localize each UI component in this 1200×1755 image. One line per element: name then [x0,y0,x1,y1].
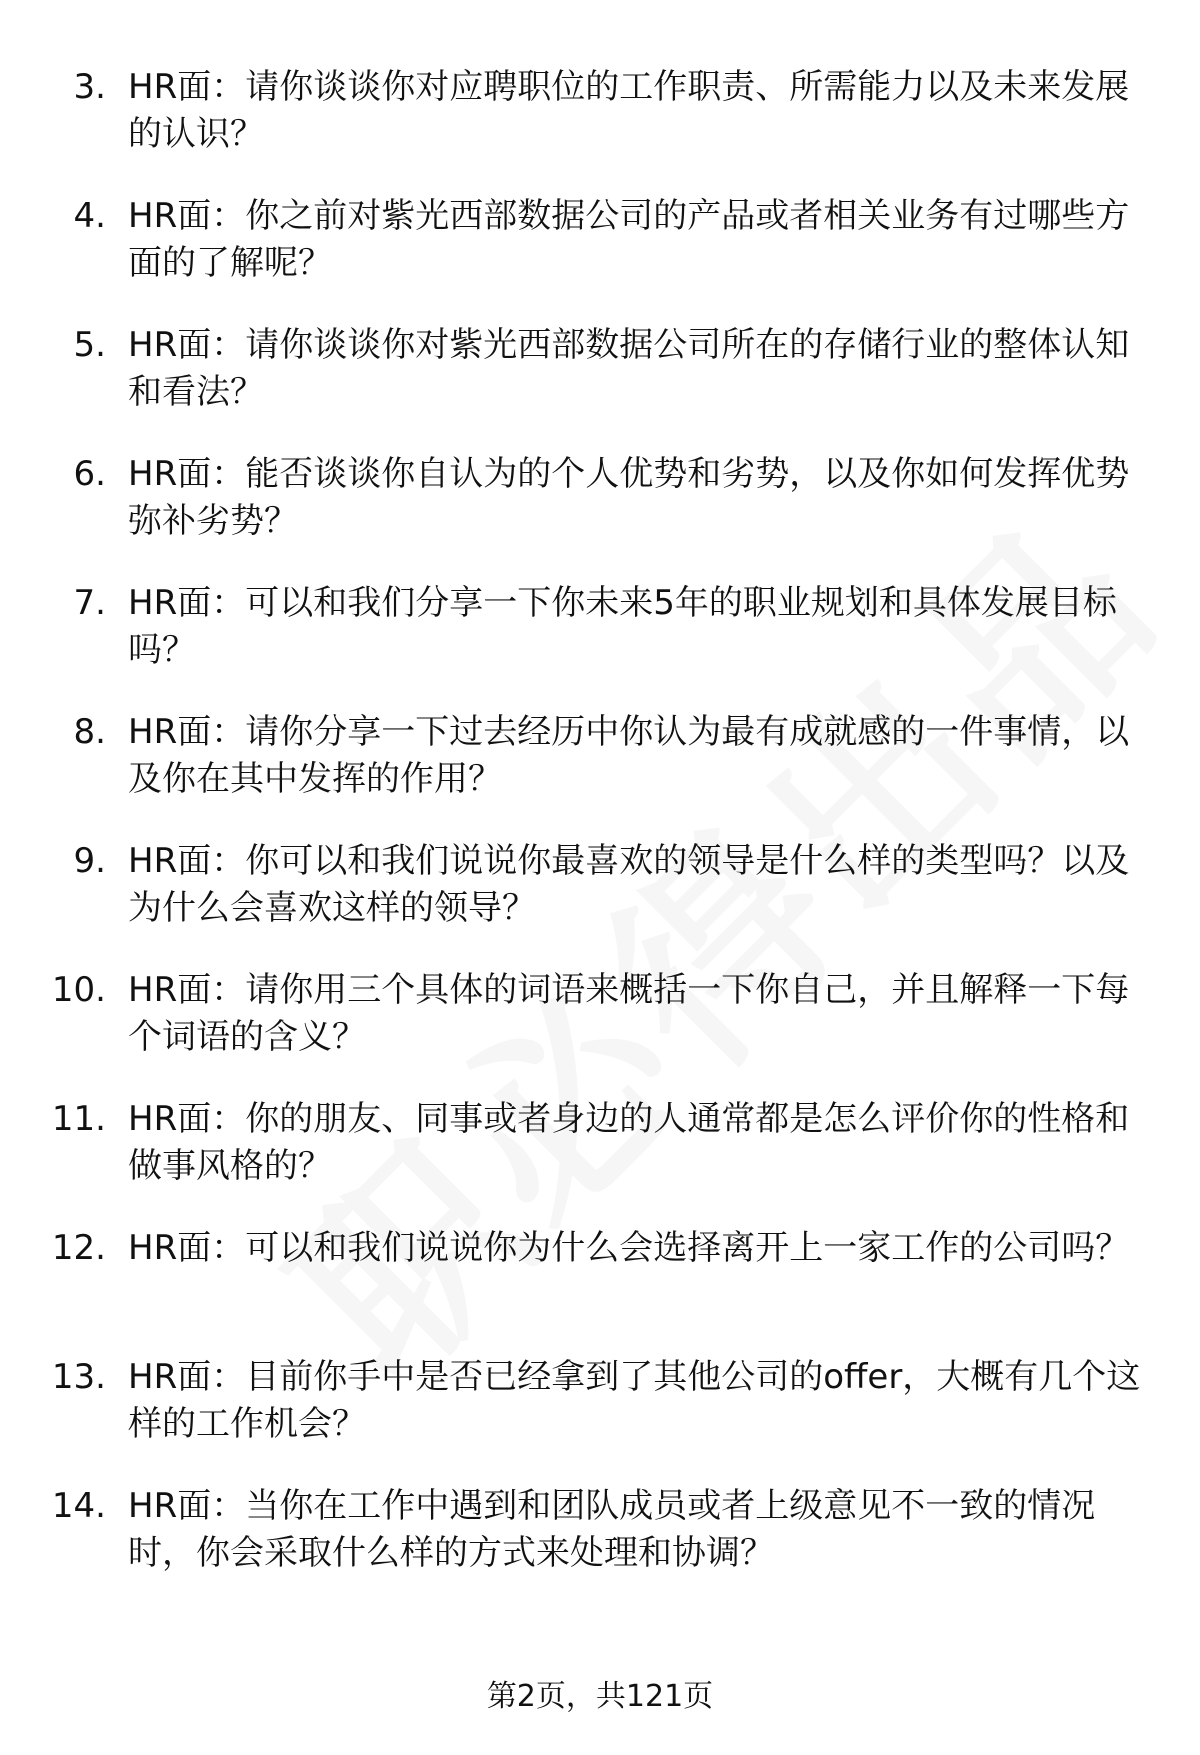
question-number: 12. [51,1228,106,1268]
question-item [0,838,1200,967]
question-number: 10. [51,970,106,1010]
question-item [0,1354,1200,1483]
question-text: HR面：请你用三个具体的词语来概括一下你自己，并且解释一下每个词语的含义？ [128,970,1130,1057]
question-number: 5. [73,325,106,365]
page-footer: 第2页，共121页 [486,1679,714,1714]
question-item [0,1096,1200,1225]
question-text: HR面：当你在工作中遇到和团队成员或者上级意见不一致的情况时，你会采取什么样的方式来处理和协调？ [128,1486,1096,1573]
question-text: HR面：你可以和我们说说你最喜欢的领导是什么样的类型吗？以及为什么会喜欢这样的领导？ [128,841,1130,928]
question-number: 9. [73,841,106,881]
question-number: 11. [51,1099,106,1139]
question-item [0,451,1200,580]
question-number: 4. [73,196,106,236]
question-number: 7. [73,583,106,623]
question-text: HR面：请你谈谈你对应聘职位的工作职责、所需能力以及未来发展的认识？ [128,67,1130,154]
question-text: HR面：你之前对紫光西部数据公司的产品或者相关业务有过哪些方面的了解呢？ [128,196,1130,283]
question-text: HR面：能否谈谈你自认为的个人优势和劣势，以及你如何发挥优势弥补劣势？ [128,454,1130,541]
question-number: 3. [73,67,106,107]
question-text: HR面：请你分享一下过去经历中你认为最有成就感的一件事情，以及你在其中发挥的作用？ [128,712,1130,799]
question-text: HR面：请你谈谈你对紫光西部数据公司所在的存储行业的整体认知和看法？ [128,325,1130,412]
question-item [0,1483,1200,1612]
question-text: HR面：可以和我们说说你为什么会选择离开上一家工作的公司吗？ [128,1228,1130,1268]
question-item [0,1225,1200,1354]
question-item [0,322,1200,451]
question-number: 13. [51,1357,106,1397]
question-list [0,64,1200,1612]
question-item [0,580,1200,709]
question-text: HR面：可以和我们分享一下你未来5年的职业规划和具体发展目标吗？ [128,583,1117,670]
question-text: HR面：你的朋友、同事或者身边的人通常都是怎么评价你的性格和做事风格的？ [128,1099,1130,1186]
question-number: 14. [51,1486,106,1526]
question-number: 6. [73,454,106,494]
question-item [0,967,1200,1096]
question-text: HR面：目前你手中是否已经拿到了其他公司的offer，大概有几个这样的工作机会？ [128,1357,1141,1444]
question-item [0,709,1200,838]
question-item [0,193,1200,322]
question-item [0,64,1200,193]
question-number: 8. [73,712,106,752]
